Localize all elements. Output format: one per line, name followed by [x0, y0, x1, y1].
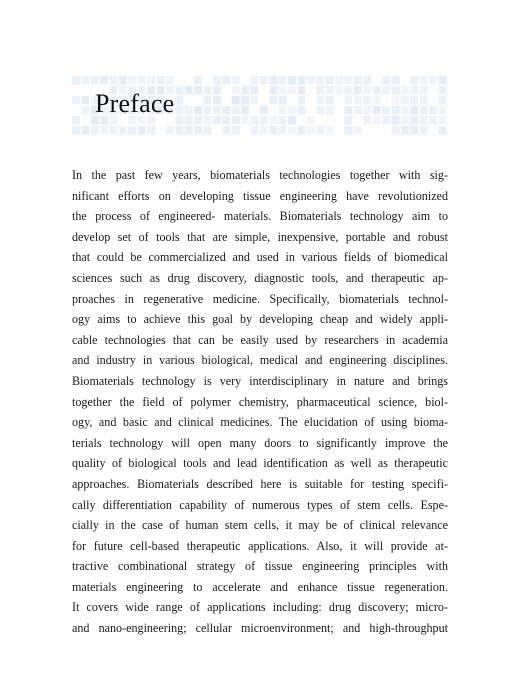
page-title: Preface — [95, 89, 175, 118]
text-line: for future cell-based therapeutic applications. Also, it will provide at- — [72, 538, 448, 553]
text-line: Biomaterials technology is very interdisciplinary in nature and brings — [72, 373, 448, 388]
text-line: It covers wide range of applications including: drug discovery; micro- — [72, 600, 448, 615]
text-line: develop set of tools that are simple, inexpensive, portable and robust — [72, 229, 448, 244]
text-line: quality of biological tools and lead identification as well as therapeutic — [72, 456, 448, 471]
text-line: terials technology will open many doors to significantly improve the — [72, 435, 448, 450]
text-line: ogy, and basic and clinical medicines. The elucidation of using bioma- — [72, 415, 448, 430]
text-line: cally differentiation capability of numerous types of stem cells. Espe- — [72, 497, 448, 512]
text-line: that could be commercialized and used in various fields of biomedical — [72, 250, 448, 265]
text-line: sciences such as drug discovery, diagnostic tools, and therapeutic ap- — [72, 270, 448, 285]
text-line: nificant efforts on developing tissue engineering have revolutionized — [72, 188, 448, 203]
text-line: and nano-engineering; cellular microenvironment; and high-throughput — [72, 621, 448, 636]
text-line: materials engineering to accelerate and enhance tissue regeneration. — [72, 579, 448, 594]
text-line: In the past few years, biomaterials technologies together with sig- — [72, 168, 448, 182]
text-line: cially in the case of human stem cells, it may be of clinical relevance — [72, 518, 448, 533]
text-line: and industry in various biological, medical and engineering disciplines. — [72, 353, 448, 368]
text-line: approaches. Biomaterials described here is suitable for testing specifi- — [72, 476, 448, 491]
text-line: together the field of polymer chemistry, pharmaceutical science, biol- — [72, 394, 448, 409]
text-line: ogy aims to achieve this goal by developing cheap and widely appli- — [72, 312, 448, 327]
preface-body — [72, 165, 448, 639]
text-line: proaches in regenerative medicine. Specifically, biomaterials technol- — [72, 291, 448, 306]
text-line: cable technologies that can be easily used by researchers in academia — [72, 332, 448, 347]
text-line: tractive combinational strategy of tissue engineering principles with — [72, 559, 448, 574]
text-line: the process of engineered- materials. Biomaterials technology aim to — [72, 209, 448, 224]
